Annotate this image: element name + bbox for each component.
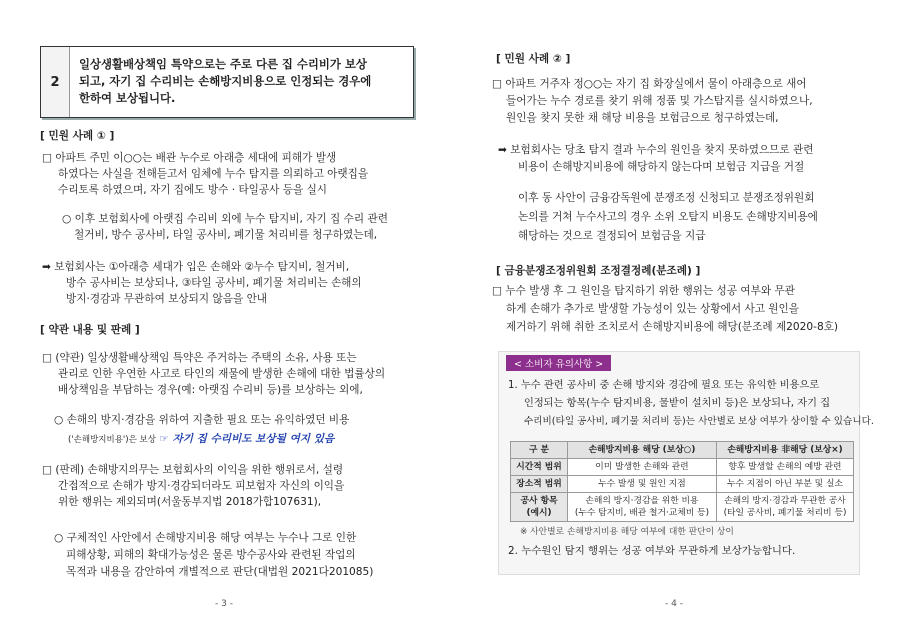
case2-result: ➡ 보험회사는 당초 탐지 결과 누수의 원인을 찾지 못하였으므로 관련 (498, 144, 814, 156)
case2-line: □ 아파트 거주자 정○○는 자기 집 화장실에서 물이 아래층으로 새어 (492, 78, 807, 90)
terms-title: [ 약관 내용 및 판례 ] (40, 324, 140, 336)
table-header: 손해방지비용 非해당 (보상×) (716, 442, 853, 459)
table-cell: 누수 지점이 아닌 부분 및 실소 (716, 476, 853, 493)
fsc-line: 하게 손해가 추가로 발생할 가능성이 있는 상황에서 사고 원인을 (506, 303, 800, 315)
table-cell: 누수 발생 및 원인 지점 (568, 476, 717, 493)
case1-line: 수리토록 하였으며, 자기 집에도 방수 · 타일공사 등을 실시 (58, 184, 328, 196)
table-row (511, 493, 854, 522)
terms-note: ☞ 자기 집 수리비도 보상될 여지 있음 (159, 433, 335, 445)
table-header-row (511, 442, 854, 459)
case2-after: 이후 동 사안이 금융감독원에 분쟁조정 신청되고 분쟁조정위원회 (518, 192, 815, 204)
case2-title: [ 민원 사례 ② ] (496, 53, 571, 65)
tip-para2: 2. 누수원인 탐지 행위는 성공 여부와 무관하게 보상가능합니다. (508, 545, 796, 557)
precedent-line: 간접적으로 손해가 방지·경감되더라도 피보험자 자신의 이익을 (58, 480, 345, 492)
page-number: - 3 - (215, 599, 233, 609)
tip-para1: 수리비(타일 공사비, 폐기물 처리비 등)는 사안별로 보상 여부가 상이할 수 있습니다. (524, 416, 874, 427)
terms-line: 배상책임을 부담하는 경우(예: 아랫집 수리비 등)를 보상하는 외에, (58, 384, 363, 396)
fsc-line: 제거하기 위해 취한 조치로서 손해방지비용에 해당(분조례 제2020-8호) (506, 321, 839, 333)
terms-line: □ (약관) 일상생활배상책임 특약은 주거하는 주택의 소유, 사용 또는 (42, 352, 357, 364)
table-row-header: 시간적 범위 (511, 459, 568, 476)
section-number: 2 (41, 47, 70, 117)
fsc-line: □ 누수 발생 후 그 원인을 탐지하기 위한 행위는 성공 여부와 무관 (492, 285, 795, 297)
page-number: - 4 - (665, 599, 683, 609)
precedent-sub: 피해상황, 피해의 확대가능성은 물론 방수공사와 관련된 작업의 (66, 549, 356, 561)
table-header: 손해방지비용 해당 (보상○) (568, 442, 717, 459)
case2-line: 원인을 찾지 못한 채 해당 비용을 보험금으로 청구하였는데, (506, 112, 779, 124)
case1-title: [ 민원 사례 ① ] (40, 130, 115, 142)
table-header: 구 분 (511, 442, 568, 459)
section-title: 일상생활배상책임 특약으로는 주로 다른 집 수리비가 보상 되고, 자기 집 수리비는 손해방지비용으로 인정되는 경우에 한하여 보상됩니다. (79, 57, 372, 105)
table-row (511, 459, 854, 476)
precedent-sub: 목적과 내용을 감안하여 개별적으로 판단(대법원 2021다201085) (66, 566, 374, 578)
table-row (511, 476, 854, 493)
terms-line: 관리로 인한 우연한 사고로 타인의 재물에 발생한 손해에 대한 법률상의 (58, 368, 386, 380)
table-note: ※ 사안별로 손해방지비용 해당 여부에 대한 판단이 상이 (520, 527, 734, 537)
table-cell: 향후 발생할 손해의 예방 관련 (716, 459, 853, 476)
consumer-tip-tag: < 소비자 유의사항 > (506, 355, 611, 371)
case1-line: 하였다는 사실을 전해듣고서 임체에 누수 탐지를 의뢰하고 아랫집을 (58, 168, 369, 180)
section-header-box (40, 46, 414, 118)
case2-after: 해당하는 것으로 결정되어 보험금을 지급 (518, 230, 706, 242)
case2-line: 들어가는 누수 경로를 찾기 위해 정품 및 가스탐지를 실시하였으나, (506, 95, 813, 107)
case1-result: 방수 공사비는 보상되나, ③타일 공사비, 폐기물 처리비는 손해의 (66, 277, 362, 289)
page-4 (450, 0, 900, 637)
table-cell: 손해의 방지·경감과 무관한 공사 (타일 공사비, 폐기물 처리비 등) (716, 493, 853, 522)
precedent-line: □ (판례) 손해방지의무는 보험회사의 이익을 위한 행위로서, 설령 (42, 464, 344, 476)
precedent-sub: ○ 구체적인 사안에서 손해방지비용 해당 여부는 누수나 그로 인한 (54, 532, 357, 544)
table-cell: 이미 발생한 손해와 관련 (568, 459, 717, 476)
terms-sub-cont: ('손해방지비용')은 보상 ☞ 자기 집 수리비도 보상될 여지 있음 (68, 433, 335, 445)
case1-line: □ 아파트 주민 이○○는 배관 누수로 아래층 세대에 피해가 발생 (42, 152, 337, 164)
precedent-line: 위한 행위는 제외되며(서울동부지법 2018가합107631), (58, 496, 322, 508)
tip-para1: 인정되는 항목(누수 탐지비용, 물받이 설치비 등)은 보상되나, 자기 집 (524, 398, 831, 409)
table-cell: 손해의 방지·경감을 위한 비용 (누수 탐지비, 배관 철거·교체비 등) (568, 493, 717, 522)
fsc-title: [ 금융분쟁조정위원회 조정결정례(분조례) ] (496, 265, 701, 277)
case2-after: 논의를 거쳐 누수사고의 경우 소위 오탐지 비용도 손해방지비용에 (518, 211, 818, 223)
case1-result: ➡ 보험회사는 ①아래층 세대가 입은 손해와 ②누수 탐지비, 철거비, (42, 261, 350, 273)
case1-result: 방지·경감과 무관하여 보상되지 않음을 안내 (66, 293, 268, 305)
case2-result: 비용이 손해방지비용에 해당하지 않는다며 보험금 지급을 거절 (518, 161, 805, 173)
case1-sub: 철거비, 방수 공사비, 타일 공사비, 폐기물 처리비를 청구하였는데, (74, 229, 378, 241)
case1-sub: ○ 이후 보험회사에 아랫집 수리비 외에 누수 탐지비, 자기 집 수리 관련 (62, 213, 388, 225)
table-row-header: 공사 항목 (예시) (511, 493, 568, 522)
terms-sub: ○ 손해의 방지·경감을 위하여 지출한 필요 또는 유익하였던 비용 (54, 414, 350, 426)
table-row-header: 장소적 범위 (511, 476, 568, 493)
cost-table (510, 441, 854, 522)
tip-para1: 1. 누수 관련 공사비 중 손해 방지와 경감에 필요 또는 유익한 비용으로 (508, 380, 820, 391)
